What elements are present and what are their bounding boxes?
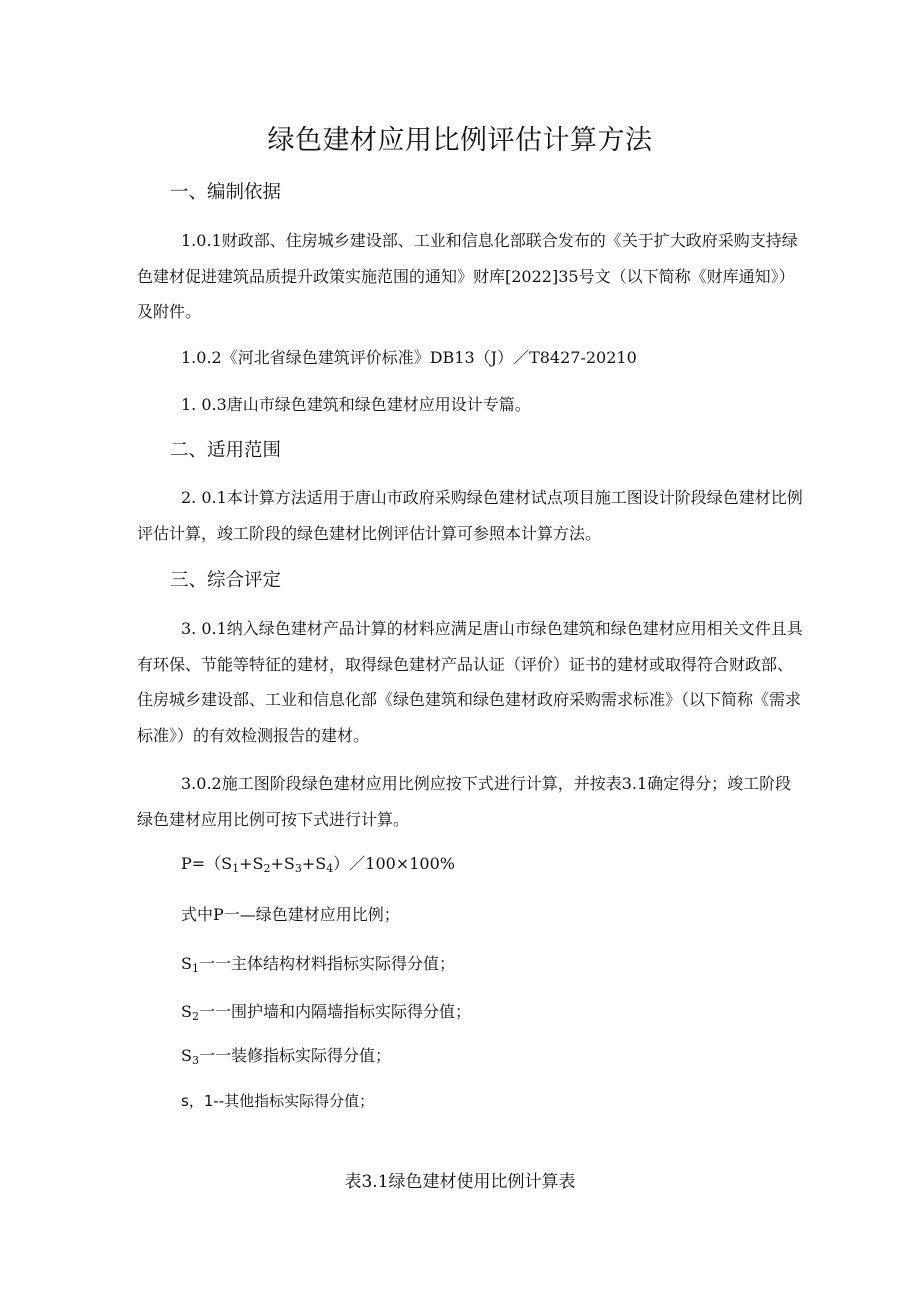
page-title: 绿色建材应用比例评估计算方法 [267,125,653,156]
paragraph-2-0-1: 2. 0.1本计算方法适用于唐山市政府采购绿色建材试点项目施工图设计阶段绿色建材比例评估计算，竣工阶段的绿色建材比例评估计算可参照本计算方法。 [137,488,803,543]
section-heading-basis: 一、编制依据 [170,182,282,203]
paragraph-1-0-3: 1. 0.3唐山市绿色建筑和绿色建材应用设计专篇。 [181,395,531,414]
table-caption: 表3.1绿色建材使用比例计算表 [344,1172,576,1192]
paragraph-3-0-1: 3. 0.1纳入绿色建材产品计算的材料应满足唐山市绿色建筑和绿色建材应用相关文件且具有环保、节能等特征的建材，取得绿色建材产品认证（评价）证书的建材或取得符合财政部、住房城乡建设部、工业和信息化部《绿色建筑和绿色建材政府采购需求标准》（以下简称《需求标准》）的有效检测报告的建材。 [137,619,803,745]
definition-p: 式中P一—绿色建材应用比例； [181,905,400,924]
paragraph-1-0-2: 1.0.2《河北省绿色建筑评价标准》DB13（J）／T8427-20210 [181,348,637,367]
section-heading-scope: 二、适用范围 [170,440,282,461]
definition-s4: s，1--其他指标实际得分值； [181,1092,375,1110]
section-heading-evaluation: 三、综合评定 [170,570,282,591]
paragraph-1-0-1: 1.0.1财政部、住房城乡建设部、工业和信息化部联合发布的《关于扩大政府采购支持绿色建材促进建筑品质提升政策实施范围的通知》财库[2022]35号文（以下简称《财库通知》）及附件。 [137,231,798,321]
definition-s2: $S_2$一一围护墙和内隔墙指标实际得分值； [181,1002,471,1023]
definition-s1: $S_1$一一主体结构材料指标实际得分值； [181,954,455,975]
definition-s3: $S_3$一一装修指标实际得分值； [181,1046,391,1067]
formula: $P=(S_1+S_2+S_3+S_4)/100\times 100\%$ [181,854,455,875]
paragraph-3-0-2: 3.0.2施工图阶段绿色建材应用比例应按下式进行计算，并按表3.1确定得分；竣工阶段绿色建材应用比例可按下式进行计算。 [137,774,792,829]
